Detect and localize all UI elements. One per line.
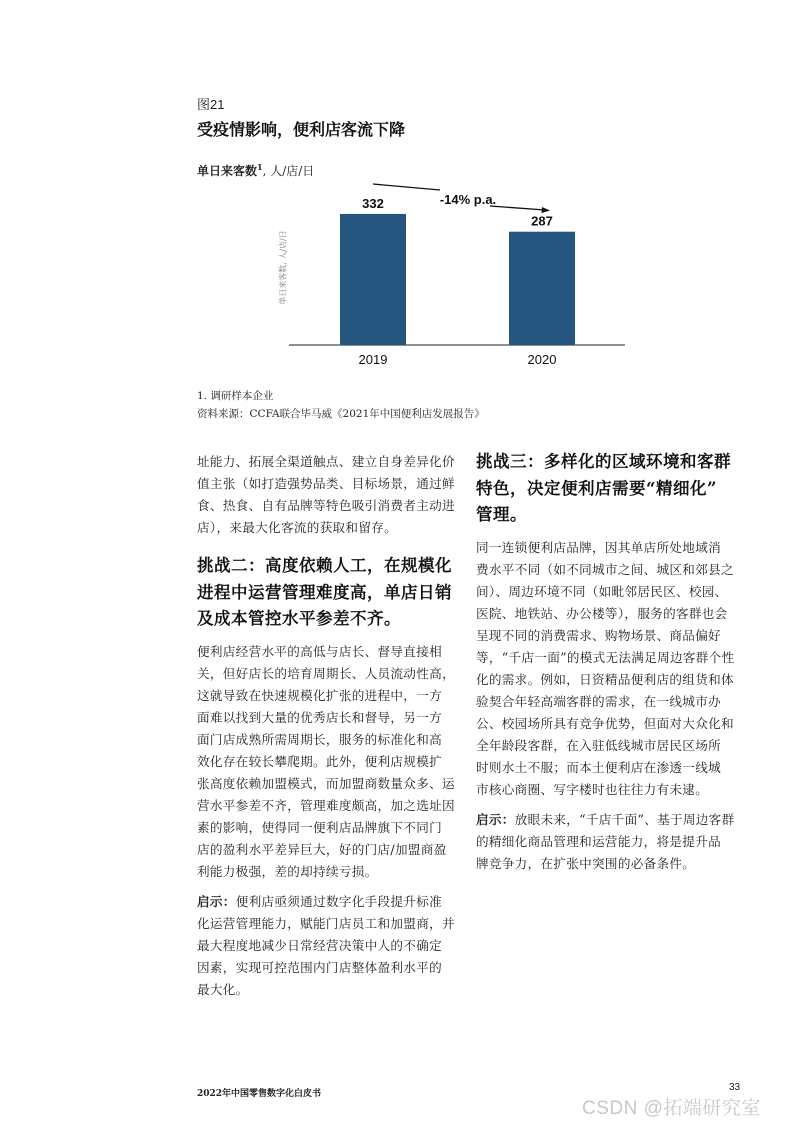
line-text: 效化存在较长攀爬期。此外，便利店规模扩 [197, 753, 442, 769]
text-line [476, 581, 748, 603]
watermark: CSDN @拓端研究室 [582, 1098, 761, 1119]
insight-label: 启示： [197, 893, 236, 909]
line-text: 化运营管理能力，赋能门店员工和加盟商，并 [197, 915, 455, 931]
x-tick-label: 2019 [358, 352, 388, 367]
x-tick-label: 2020 [527, 352, 557, 367]
text-line [197, 663, 469, 685]
line-text: 间）、周边环境不同（如毗邻居民区、校园、 [476, 583, 728, 599]
text-line [476, 647, 748, 669]
right-paragraph-1 [476, 537, 748, 801]
text-line [476, 853, 748, 875]
data-label: 332 [362, 195, 384, 211]
line-text: 最大化。 [197, 981, 249, 997]
page-number: 33 [729, 1082, 741, 1093]
trend-line-right [490, 206, 545, 210]
bar-2019 [340, 214, 406, 345]
text-line [476, 691, 748, 713]
line-text: 关，但好店长的培育周期长、人员流动性高， [197, 665, 455, 681]
unit-footnote-mark: 1 [257, 162, 263, 172]
line-text: 面门店成熟所需周期长，服务的标准化和高 [197, 731, 442, 747]
line-text: 挑战二：高度依赖人工，在规模化 [197, 556, 452, 575]
line-text: 这就导致在快速规模化扩张的进程中，一方 [197, 687, 442, 703]
line-text: 呈现不同的消费需求、购物场景、商品偏好 [476, 627, 721, 643]
challenge-two-heading [197, 553, 469, 633]
unit-rest: , 人/店/日 [262, 164, 315, 178]
trend-line-left [373, 184, 440, 190]
text-line [197, 795, 469, 817]
text-line [476, 502, 748, 529]
chart-unit-label [197, 162, 314, 179]
text-line [476, 757, 748, 779]
right-column [476, 449, 748, 883]
line-text: 同一连锁便利店品牌，因其单店所处地域消 [476, 539, 721, 555]
line-text: 食、热食、自有品牌等特色吸引消费者主动进 [197, 498, 455, 513]
line-text: 化的需求。例如，日资精品便利店的组货和体 [476, 671, 734, 687]
text-line [476, 779, 748, 801]
trend-arrow-head [542, 207, 551, 213]
challenge-three-heading [476, 449, 748, 529]
line-text: 址能力、拓展全渠道触点、建立自身差异化价 [197, 454, 455, 469]
data-label: 287 [531, 213, 553, 229]
line-text: 等，“千店一面”的模式无法满足周边客群个性 [476, 649, 735, 665]
left-paragraph-1 [197, 451, 469, 539]
text-line [197, 891, 469, 913]
text-line [197, 935, 469, 957]
text-line [197, 957, 469, 979]
line-text: 店），来最大化客流的获取和留存。 [197, 520, 397, 535]
text-line [476, 537, 748, 559]
text-line [197, 553, 469, 580]
text-line [197, 495, 469, 517]
line-text: 医院、地铁站、办公楼等），服务的客群也会 [476, 605, 728, 621]
left-column [197, 451, 469, 1009]
text-line [476, 809, 748, 831]
line-text: 值主张（如打造强势品类、目标场景，通过鲜 [197, 476, 455, 491]
text-line [197, 707, 469, 729]
line-text: 全年龄段客群，在入驻低线城市居民区场所 [476, 737, 721, 753]
line-text: 素的影响，使得同一便利店品牌旗下不同门 [197, 819, 442, 835]
line-text: 利能力极强，差的却持续亏损。 [197, 863, 378, 879]
line-text: 面难以找到大量的优秀店长和督导，另一方 [197, 709, 442, 725]
line-text: 放眼未来，“千店千面”、基于周边客群 [514, 811, 735, 827]
line-text: 管理。 [476, 505, 527, 524]
text-line [476, 669, 748, 691]
line-text: 便利店经营水平的高低与店长、督导直接相 [197, 643, 442, 659]
text-line [197, 473, 469, 495]
left-paragraph-2 [197, 641, 469, 883]
line-text: 的精细化商品管理和运营能力，将是提升品 [476, 833, 721, 849]
footnote: 1. 调研样本企业 [197, 390, 274, 402]
line-text: 店的盈利水平差异巨大，好的门店/加盟商盈 [197, 841, 447, 857]
text-line [197, 517, 469, 539]
insight-label: 启示： [476, 811, 515, 827]
text-line [476, 831, 748, 853]
text-line [476, 713, 748, 735]
bar-2020 [509, 232, 575, 345]
text-line [197, 979, 469, 1001]
bar-chart [280, 180, 630, 370]
y-axis-label: 单日来客数, 人/店/日 [278, 230, 288, 305]
line-text: 及成本管控水平参差不齐。 [197, 609, 401, 628]
figure-number: 图21 [197, 97, 225, 112]
line-text: 张高度依赖加盟模式，而加盟商数量众多、运 [197, 775, 455, 791]
text-line [476, 476, 748, 503]
line-text: 验契合年轻高端客群的需求，在一线城市办 [476, 693, 721, 709]
line-text: 便利店亟须通过数字化手段提升标准 [235, 893, 442, 909]
line-text: 时则水土不服；而本土便利店在渗透一线城 [476, 759, 721, 775]
text-line [197, 839, 469, 861]
line-text: 挑战三：多样化的区域环境和客群 [476, 452, 731, 471]
text-line [197, 606, 469, 633]
text-line [197, 861, 469, 883]
text-line [476, 625, 748, 647]
figure-title: 受疫情影响，便利店客流下降 [197, 120, 406, 139]
text-line [197, 685, 469, 707]
line-text: 公、校园场所具有竞争优势，但面对大众化和 [476, 715, 734, 731]
text-line [197, 641, 469, 663]
line-text: 进程中运营管理难度高，单店日销 [197, 582, 452, 602]
left-insight [197, 891, 469, 1001]
line-text: 特色，决定便利店需要“精细化” [476, 478, 717, 498]
text-line [476, 735, 748, 757]
source-note: 资料来源：CCFA联合毕马威《2021年中国便利店发展报告》 [197, 408, 485, 420]
text-line [476, 603, 748, 625]
line-text: 市核心商圈、写字楼时也往往力有未逮。 [476, 781, 709, 797]
line-text: 最大程度地减少日常经营决策中人的不确定 [197, 937, 442, 953]
text-line [476, 559, 748, 581]
text-line [476, 449, 748, 476]
text-line [197, 773, 469, 795]
text-line [197, 751, 469, 773]
line-text: 费水平不同（如不同城市之间、城区和郊县之 [476, 561, 734, 577]
right-insight [476, 809, 748, 875]
line-text: 因素，实现可控范围内门店整体盈利水平的 [197, 959, 442, 975]
text-line [197, 451, 469, 473]
footer-title: 2022年中国零售数字化白皮书 [197, 1089, 322, 1099]
text-line [197, 580, 469, 607]
text-line [197, 913, 469, 935]
line-text: 营水平参差不齐，管理难度颇高，加之选址因 [197, 797, 455, 813]
text-line [197, 817, 469, 839]
unit-main: 单日来客数 [197, 164, 258, 178]
text-line [197, 729, 469, 751]
line-text: 牌竞争力，在扩张中突围的必备条件。 [476, 855, 696, 871]
trend-annotation: -14% p.a. [439, 192, 497, 207]
